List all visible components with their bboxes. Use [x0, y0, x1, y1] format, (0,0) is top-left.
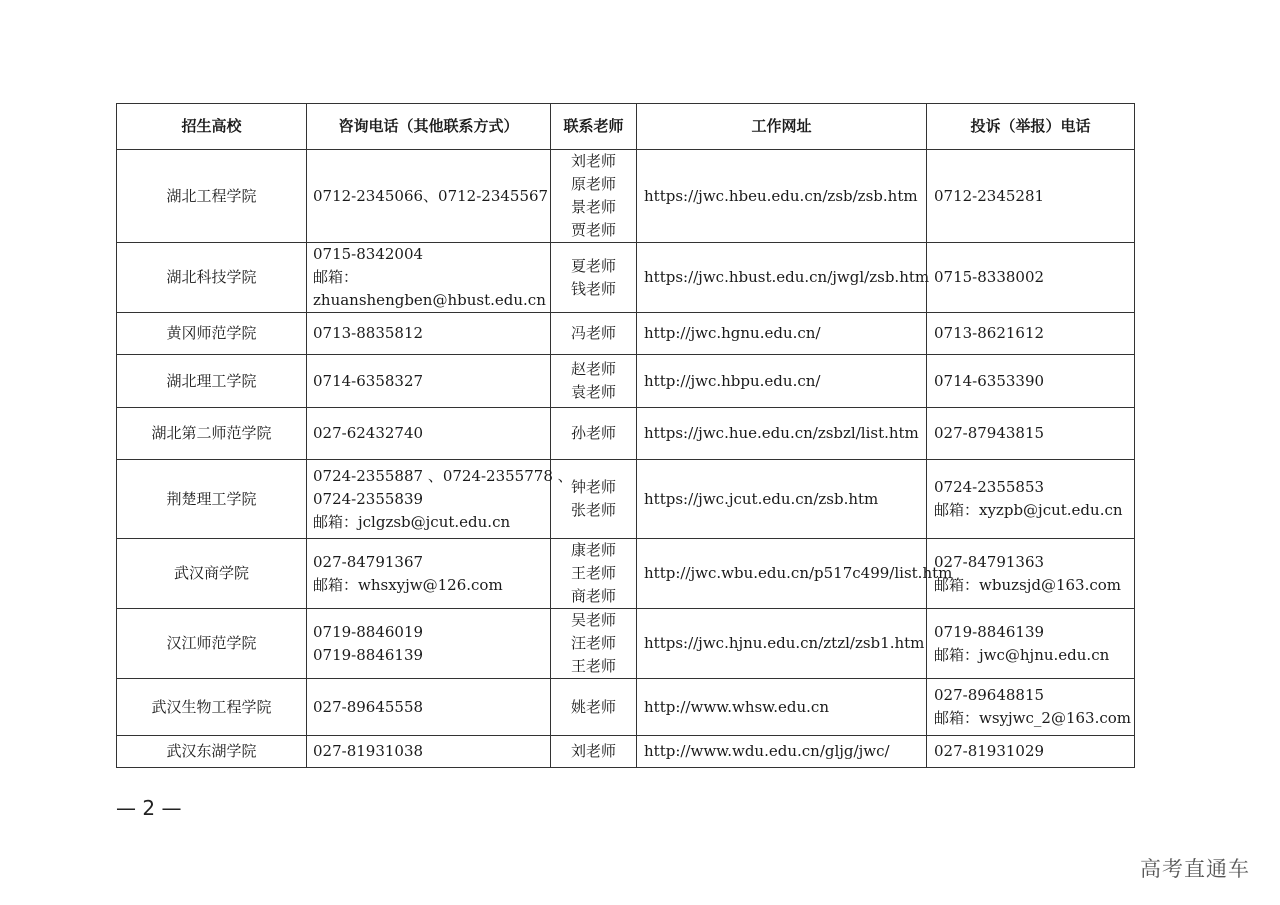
phone-line: 0724-2355887 、0724-2355778 、: [313, 466, 573, 485]
teacher-name: 王老师: [570, 657, 616, 675]
cell-phone: [307, 313, 551, 355]
teacher-name: 钱老师: [570, 279, 616, 298]
table-row: [117, 313, 1135, 355]
complaint-line: 027-87943815: [934, 424, 1045, 442]
cell-school: 湖北第二师范学院: [117, 408, 307, 460]
cell-school: 武汉生物工程学院: [117, 679, 307, 736]
cell-complaint: [927, 539, 1135, 609]
cell-phone: [307, 679, 551, 736]
complaint-line: 0719-8846139: [934, 622, 1045, 641]
complaint-line: 邮箱：xyzpb@jcut.edu.cn: [934, 501, 1123, 519]
cell-phone: [307, 539, 551, 609]
teacher-name: 赵老师: [570, 360, 616, 378]
cell-url: http://www.wdu.edu.cn/gljg/jwc/: [637, 736, 927, 768]
cell-complaint: [927, 609, 1135, 679]
cell-school: 武汉东湖学院: [117, 736, 307, 768]
cell-phone: [307, 150, 551, 243]
phone-line: 0719-8846019: [313, 622, 424, 641]
complaint-line: 邮箱：wbuzsjd@163.com: [934, 575, 1122, 594]
cell-school: 荆楚理工学院: [117, 460, 307, 539]
cell-url: https://jwc.hue.edu.cn/zsbzl/list.htm: [637, 408, 927, 460]
cell-teacher: [551, 408, 637, 460]
table-row: [117, 736, 1135, 768]
teacher-name: 汪老师: [570, 634, 616, 652]
teacher-name: 冯老师: [570, 324, 616, 342]
cell-url: http://jwc.hgnu.edu.cn/: [637, 313, 927, 355]
table-row: [117, 150, 1135, 243]
phone-line: 027-81931038: [313, 742, 424, 760]
cell-url: https://jwc.hbust.edu.cn/jwgl/zsb.htm: [637, 243, 927, 313]
cell-phone: [307, 736, 551, 768]
cell-teacher: [551, 150, 637, 243]
table-row: [117, 355, 1135, 408]
cell-phone: [307, 609, 551, 679]
admissions-contact-table: [116, 103, 1135, 768]
cell-teacher: [551, 679, 637, 736]
table-row: [117, 539, 1135, 609]
phone-line: 027-62432740: [313, 424, 424, 442]
table-row: [117, 243, 1135, 313]
cell-url: https://jwc.hbeu.edu.cn/zsb/zsb.htm: [637, 150, 927, 243]
cell-url: https://jwc.hjnu.edu.cn/ztzl/zsb1.htm: [637, 609, 927, 679]
complaint-line: 0712-2345281: [934, 186, 1045, 205]
cell-teacher: [551, 609, 637, 679]
table-row: [117, 460, 1135, 539]
teacher-name: 姚老师: [570, 697, 616, 716]
page-number: — 2 —: [116, 796, 182, 820]
phone-line: 邮箱：: [313, 268, 359, 286]
header-school: 招生高校: [117, 104, 307, 150]
cell-url: http://jwc.hbpu.edu.cn/: [637, 355, 927, 408]
cell-school: 汉江师范学院: [117, 609, 307, 679]
cell-url: http://jwc.wbu.edu.cn/p517c499/list.htm: [637, 539, 927, 609]
complaint-line: 027-84791363: [934, 552, 1045, 571]
teacher-name: 袁老师: [570, 383, 616, 401]
header-complaint: 投诉（举报）电话: [927, 104, 1135, 150]
phone-line: 0714-6358327: [313, 371, 424, 390]
header-teacher: 联系老师: [551, 104, 637, 150]
cell-school: 武汉商学院: [117, 539, 307, 609]
teacher-name: 孙老师: [570, 424, 616, 442]
cell-phone: [307, 460, 573, 539]
phone-line: 邮箱：whsxyjw@126.com: [313, 575, 503, 594]
table-row: [117, 609, 1135, 679]
cell-teacher: [551, 736, 637, 768]
complaint-line: 邮箱：jwc@hjnu.edu.cn: [934, 645, 1110, 664]
teacher-name: 康老师: [570, 541, 616, 559]
complaint-line: 0715-8338002: [934, 268, 1045, 286]
cell-teacher: [551, 313, 637, 355]
complaint-line: 027-89648815: [934, 686, 1045, 704]
phone-line: 0715-8342004: [313, 245, 424, 263]
teacher-name: 贾老师: [570, 221, 616, 239]
phone-line: 0713-8835812: [313, 324, 424, 342]
cell-complaint: [927, 408, 1135, 460]
table-body: [117, 150, 1135, 768]
cell-teacher: [551, 243, 637, 313]
teacher-name: 王老师: [570, 564, 616, 582]
cell-school: 湖北理工学院: [117, 355, 307, 408]
phone-line: 027-84791367: [313, 552, 424, 571]
complaint-line: 0724-2355853: [934, 478, 1045, 496]
teacher-name: 夏老师: [570, 256, 616, 275]
cell-url: https://jwc.jcut.edu.cn/zsb.htm: [637, 460, 927, 539]
phone-line: zhuanshengben@hbust.edu.cn: [313, 291, 546, 309]
table-header-row: [117, 104, 1135, 150]
complaint-line: 0714-6353390: [934, 371, 1045, 390]
teacher-name: 景老师: [570, 198, 616, 216]
cell-complaint: [927, 150, 1135, 243]
complaint-line: 0713-8621612: [934, 324, 1045, 342]
cell-complaint: [927, 355, 1135, 408]
watermark: 高考直通车: [1140, 857, 1250, 881]
cell-phone: [307, 243, 551, 313]
cell-teacher: [551, 355, 637, 408]
phone-line: 邮箱：jclgzsb@jcut.edu.cn: [313, 512, 511, 531]
cell-complaint: [927, 460, 1135, 539]
complaint-line: 邮箱：wsyjwc_2@163.com: [934, 709, 1131, 727]
cell-teacher: [551, 539, 637, 609]
cell-complaint: [927, 243, 1135, 313]
teacher-name: 刘老师: [570, 742, 616, 760]
cell-phone: [307, 355, 551, 408]
teacher-name: 商老师: [570, 587, 616, 605]
phone-line: 0712-2345066、0712-2345567: [313, 186, 549, 205]
teacher-name: 原老师: [570, 175, 616, 193]
phone-line: 0719-8846139: [313, 645, 424, 664]
phone-line: 027-89645558: [313, 697, 424, 716]
cell-school: 湖北科技学院: [117, 243, 307, 313]
teacher-name: 钟老师: [570, 478, 616, 496]
phone-line: 0724-2355839: [313, 489, 424, 508]
teacher-name: 张老师: [570, 501, 616, 519]
header-phone: 咨询电话（其他联系方式）: [307, 104, 551, 150]
cell-complaint: [927, 313, 1135, 355]
cell-url: http://www.whsw.edu.cn: [637, 679, 927, 736]
table-row: [117, 679, 1135, 736]
cell-school: 湖北工程学院: [117, 150, 307, 243]
cell-complaint: [927, 679, 1135, 736]
table-row: [117, 408, 1135, 460]
cell-school: 黄冈师范学院: [117, 313, 307, 355]
teacher-name: 吴老师: [570, 611, 616, 629]
teacher-name: 刘老师: [570, 152, 616, 170]
header-url: 工作网址: [637, 104, 927, 150]
cell-complaint: [927, 736, 1135, 768]
cell-phone: [307, 408, 551, 460]
complaint-line: 027-81931029: [934, 742, 1045, 760]
